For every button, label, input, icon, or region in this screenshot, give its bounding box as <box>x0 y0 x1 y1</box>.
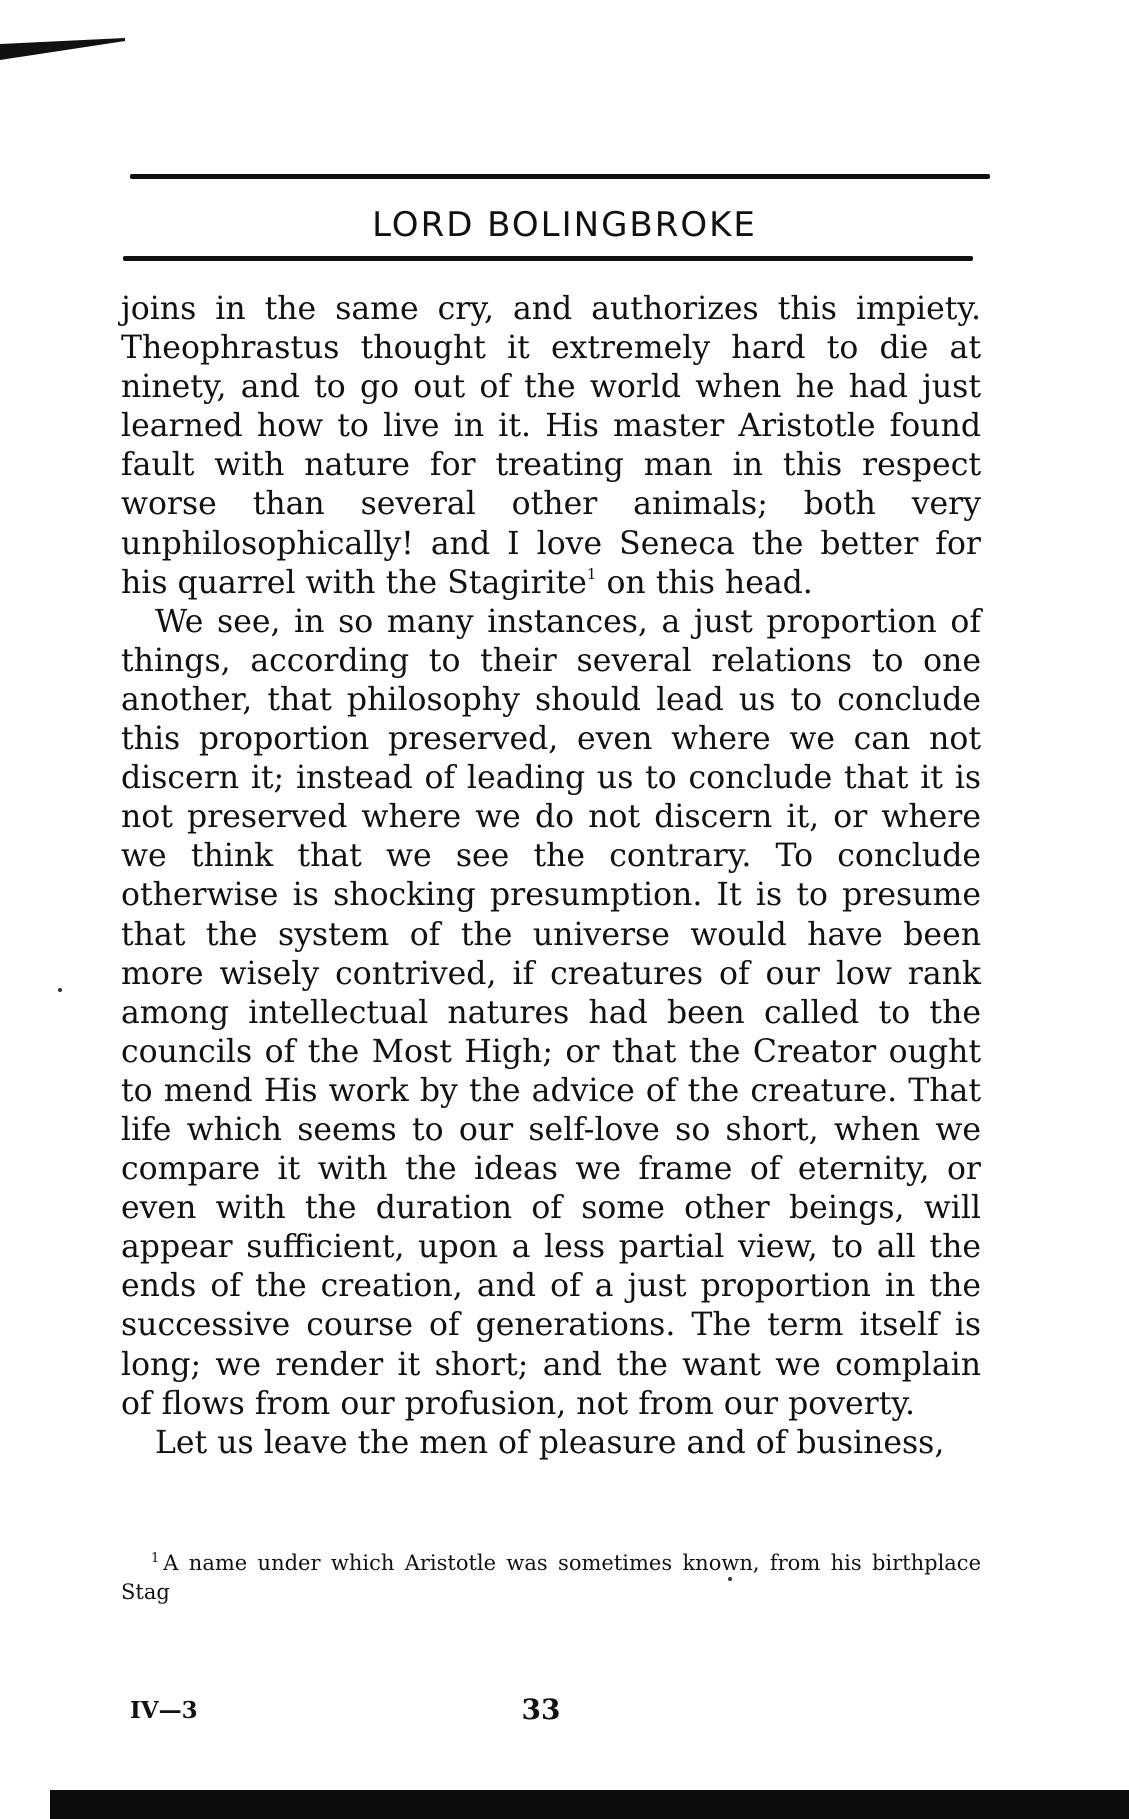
footnote-reference: 1 <box>586 564 597 583</box>
scan-edge-mark <box>0 38 125 60</box>
page-number: 33 <box>521 1693 561 1726</box>
footnote-mark: 1 <box>151 1551 160 1566</box>
footnote-text: A name under which Aristotle was sometimes known, from his birthplace Stag <box>121 1551 981 1604</box>
paragraph-1-tail: on this head. <box>596 564 813 601</box>
paragraph-3: Let us leave the men of pleasure and of business, <box>155 1424 945 1461</box>
paragraph-1-text: joins in the same cry, and authorizes this impiety. Theophrastus thought it extremely hard to die at ninety, and to go out of the world when he had just learned how to live in it. His master Aristotle found fault with nature for treating man in this respect worse than several other animals; both very unphilosophically! and I love Seneca the better for his quarrel with the Stagirite <box>121 291 981 601</box>
footnote <box>121 1549 981 1607</box>
header-rule-bottom <box>123 256 973 261</box>
footnote-line <box>121 1549 981 1607</box>
header-rule-top <box>130 174 990 179</box>
scan-speck <box>58 988 62 992</box>
scan-edge-band <box>50 1790 1129 1819</box>
paragraph-2: We see, in so many instances, a just proportion of things, according to their several relations to one another, that philosophy should lead us to conclude this proportion preserved, even where we can not discern it; instead of leading us to conclude that it is not preserved where we do not discern it, or where we think that we see the contrary. To conclude otherwise is shocking presumption. It is to presume that the system of the universe would have been more wisely contrived, if creatures of our low rank among intellectual natures had been called to the councils of the Most High; or that the Creator ought to mend His work by the advice of the creature. That life which seems to our self-love so short, when we compare it with the ideas we frame of eternity, or even with the duration of some other beings, will appear sufficient, upon a less partial view, to all the ends of the creation, and of a just proportion in the successive course of generations. The term itself is long; we render it short; and the want we complain of flows from our profusion, not from our poverty. <box>121 603 981 1422</box>
signature-mark: IV—3 <box>130 1697 198 1724</box>
scan-speck <box>728 1577 732 1581</box>
running-head: LORD BOLINGBROKE <box>372 205 757 245</box>
paragraph-1 <box>121 290 981 603</box>
body-text <box>121 290 981 1463</box>
